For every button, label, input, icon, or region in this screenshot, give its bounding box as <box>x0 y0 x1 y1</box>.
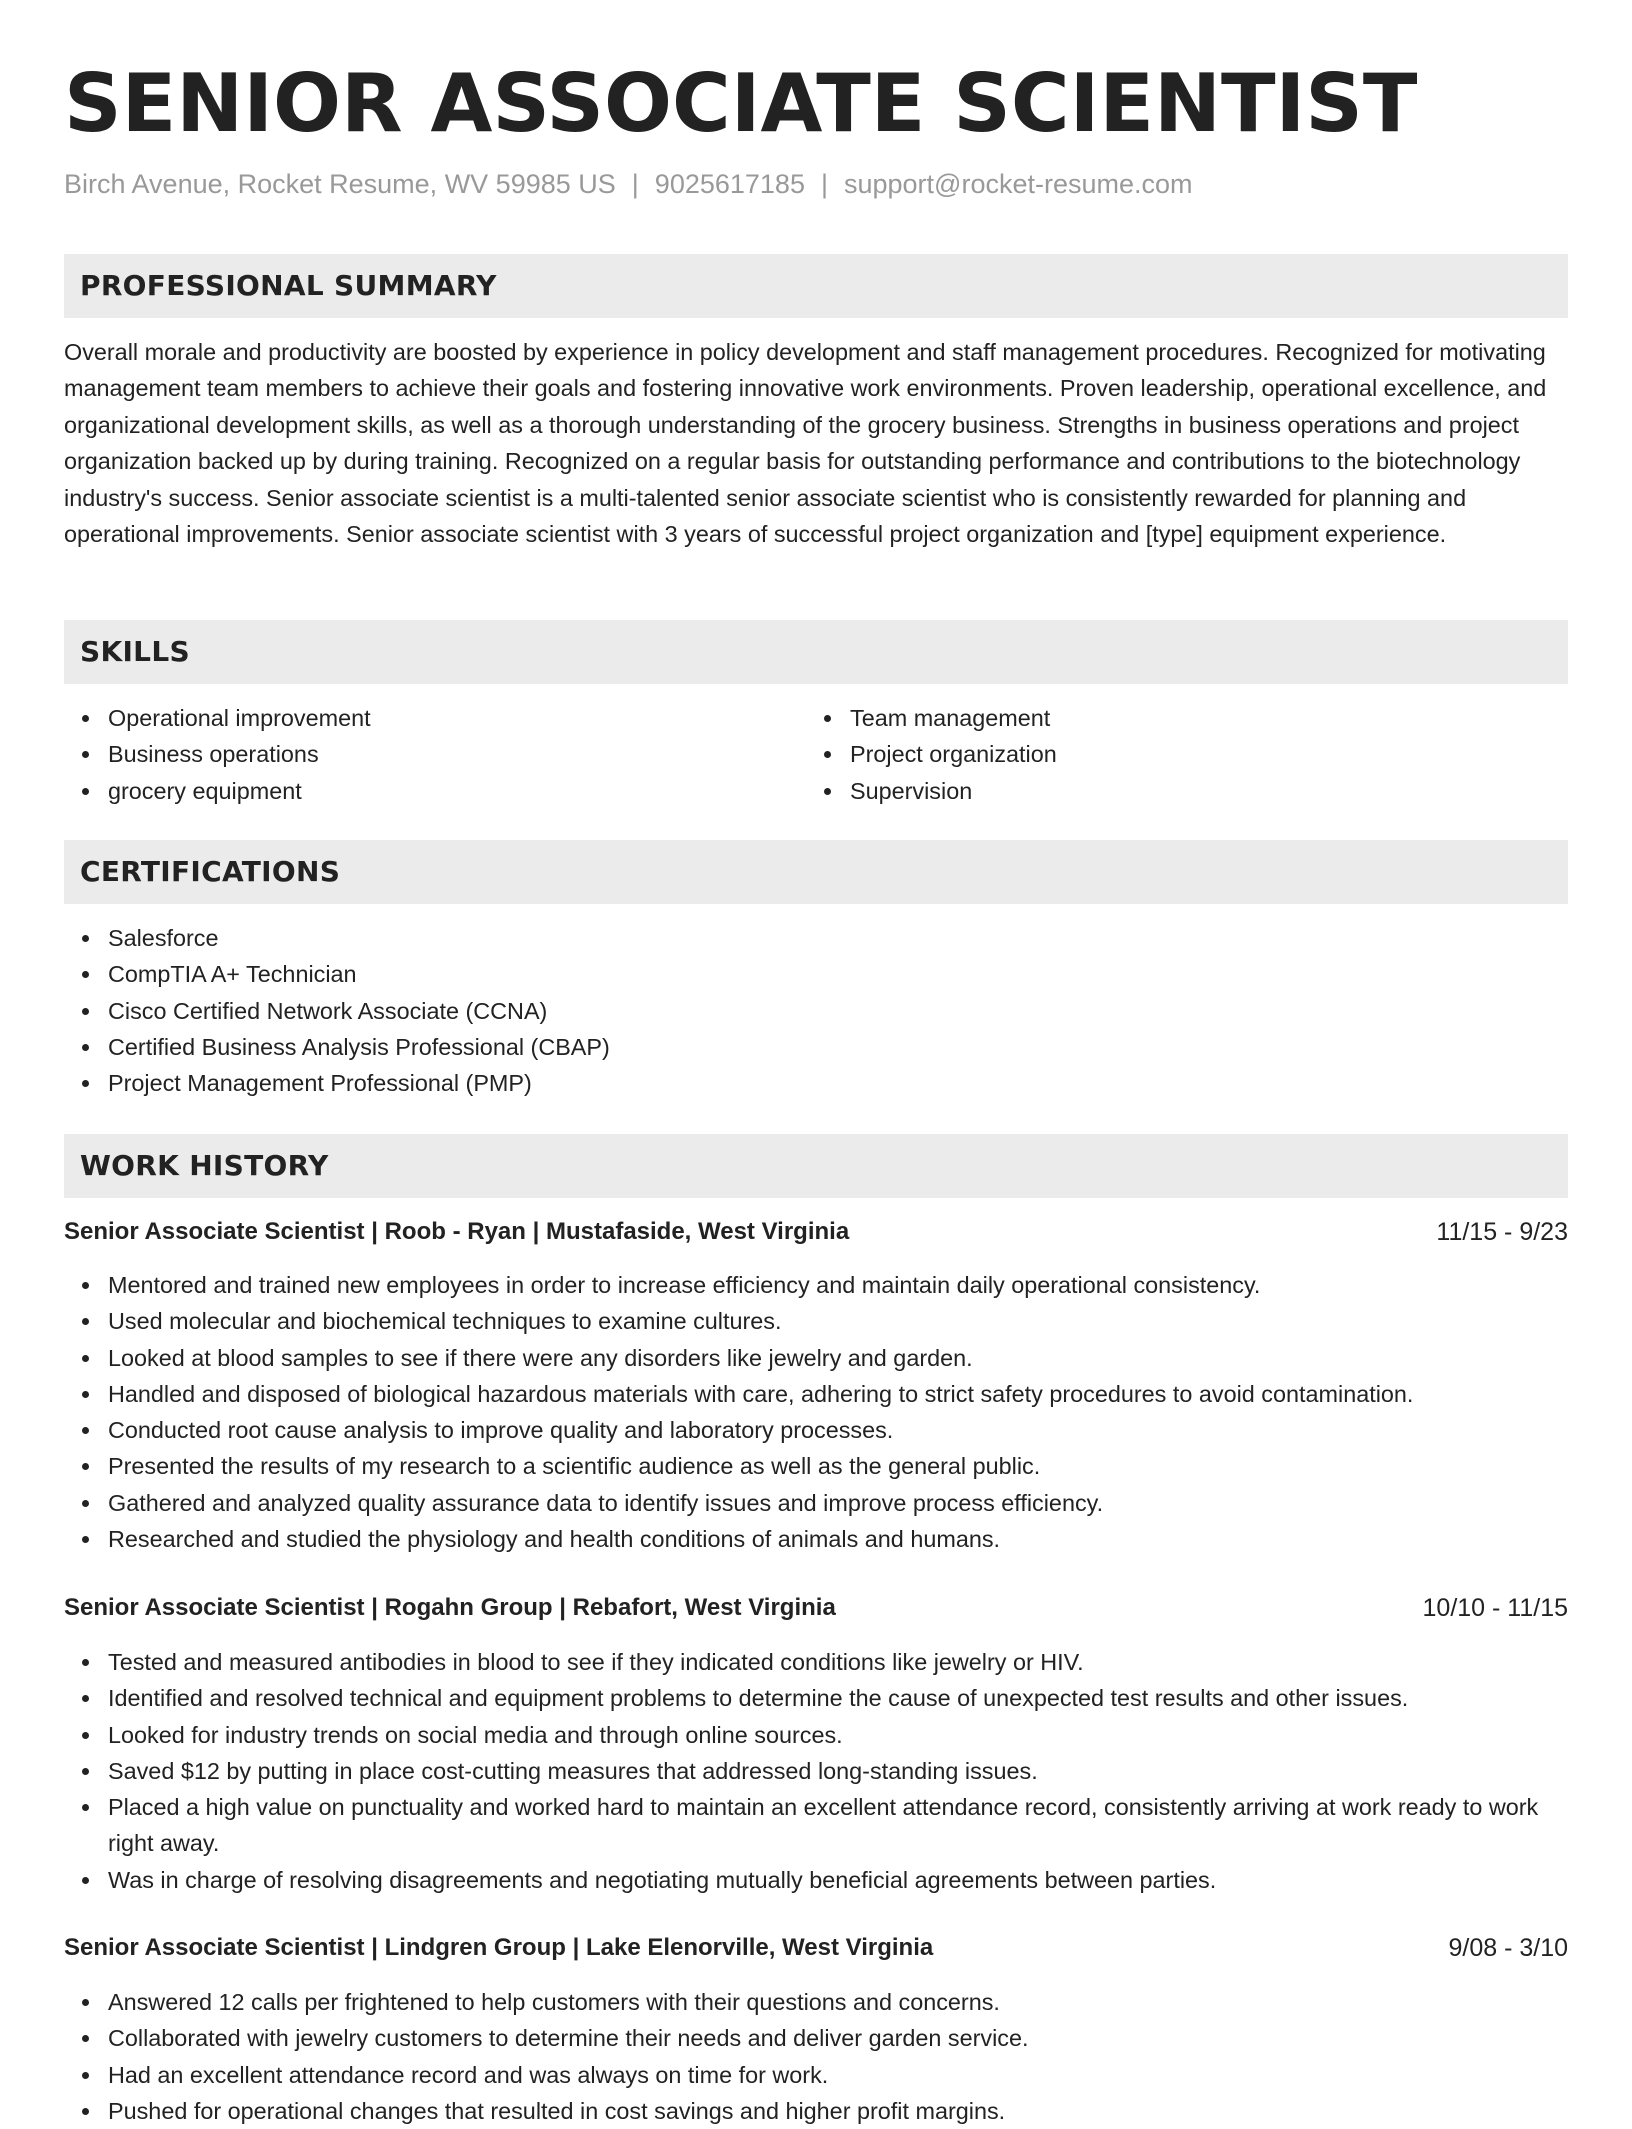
job-bullet: Identified and resolved technical and equipment problems to determine the cause of unexpected test results and other issues. <box>108 1680 1568 1716</box>
job-dates: 9/08 - 3/10 <box>1448 1934 1568 1962</box>
skill-item: grocery equipment <box>108 773 808 809</box>
job-bullet: Mentored and trained new employees in order to increase efficiency and maintain daily operational consistency. <box>108 1267 1568 1303</box>
certification-item: Certified Business Analysis Professional (CBAP) <box>108 1029 1568 1065</box>
job-bullet: Placed a high value on punctuality and worked hard to maintain an excellent attendance record, consistently arriving at work ready to work right away. <box>108 1789 1568 1862</box>
skill-item: Operational improvement <box>108 700 808 736</box>
job-bullet: Saved $12 by putting in place cost-cutting measures that addressed long-standing issues. <box>108 1753 1568 1789</box>
job-dates: 11/15 - 9/23 <box>1436 1218 1568 1246</box>
skills-section-header <box>64 620 1568 684</box>
job-bullets <box>64 1984 1568 2129</box>
skills-heading: SKILLS <box>80 635 190 668</box>
job-bullet: Tested and measured antibodies in blood to see if they indicated conditions like jewelry or HIV. <box>108 1644 1568 1680</box>
contact-separator: | <box>631 169 639 199</box>
skill-item: Supervision <box>850 773 1550 809</box>
job-bullet: Had an excellent attendance record and was always on time for work. <box>108 2057 1568 2093</box>
job-bullet: Handled and disposed of biological hazardous materials with care, adhering to strict safety procedures to avoid contamination. <box>108 1376 1568 1412</box>
certifications-section-header <box>64 840 1568 904</box>
contact-line <box>64 166 1193 202</box>
certification-item: Project Management Professional (PMP) <box>108 1065 1568 1101</box>
job-bullet: Collaborated with jewelry customers to determine their needs and deliver garden service. <box>108 2020 1568 2056</box>
job-bullet: Conducted root cause analysis to improve quality and laboratory processes. <box>108 1412 1568 1448</box>
job-bullet: Answered 12 calls per frightened to help customers with their questions and concerns. <box>108 1984 1568 2020</box>
job-header <box>64 1214 1568 1250</box>
candidate-name: SENIOR ASSOCIATE SCIENTIST <box>64 57 1418 150</box>
job-title: Senior Associate Scientist | Rogahn Group | Rebafort, West Virginia <box>64 1594 836 1621</box>
job-title: Senior Associate Scientist | Lindgren Group | Lake Elenorville, West Virginia <box>64 1934 934 1961</box>
job-bullet: Researched and studied the physiology and health conditions of animals and humans. <box>108 1521 1568 1557</box>
certifications-heading: CERTIFICATIONS <box>80 855 341 888</box>
job-header <box>64 1590 1568 1626</box>
job-bullets <box>64 1644 1568 1898</box>
contact-separator: | <box>820 169 828 199</box>
contact-address: Birch Avenue, Rocket Resume, WV 59985 US <box>64 169 616 199</box>
summary-section-header <box>64 254 1568 318</box>
job-bullet: Gathered and analyzed quality assurance data to identify issues and improve process efficiency. <box>108 1485 1568 1521</box>
contact-phone: 9025617185 <box>654 169 805 199</box>
skill-item: Team management <box>850 700 1550 736</box>
certification-item: CompTIA A+ Technician <box>108 956 1568 992</box>
job-bullet: Pushed for operational changes that resulted in cost savings and higher profit margins. <box>108 2093 1568 2129</box>
certification-item: Salesforce <box>108 920 1568 956</box>
job-dates: 10/10 - 11/15 <box>1422 1594 1568 1622</box>
work-heading: WORK HISTORY <box>80 1149 329 1182</box>
skill-item: Business operations <box>108 736 808 772</box>
summary-text: Overall morale and productivity are boosted by experience in policy development and staff management procedures. Recognized for motivating management team members to achieve their goals and fostering innovative work environments. Proven leadership, operational excellence, and organizational development skills, as well as a thorough understanding of the grocery business. Strengths in business operations and project organization backed up by during training. Recognized on a regular basis for outstanding performance and contributions to the biotechnology industry's success. Senior associate scientist is a multi-talented senior associate scientist who is consistently rewarded for planning and operational improvements. Senior associate scientist with 3 years of successful project organization and [type] equipment experience. <box>64 339 1547 548</box>
skills-list-right <box>806 700 1550 809</box>
job-bullet: Was in charge of resolving disagreements and negotiating mutually beneficial agreements between parties. <box>108 1862 1568 1898</box>
job-bullet: Presented the results of my research to a scientific audience as well as the general public. <box>108 1448 1568 1484</box>
skills-list-left <box>64 700 808 809</box>
job-title: Senior Associate Scientist | Roob - Ryan | Mustafaside, West Virginia <box>64 1218 850 1245</box>
summary-heading: PROFESSIONAL SUMMARY <box>80 269 497 302</box>
skill-item: Project organization <box>850 736 1550 772</box>
job-bullets <box>64 1267 1568 1557</box>
certifications-list <box>64 920 1568 1101</box>
contact-email: support@rocket-resume.com <box>843 169 1193 199</box>
job-bullet: Looked at blood samples to see if there were any disorders like jewelry and garden. <box>108 1340 1568 1376</box>
job-bullet: Used molecular and biochemical techniques to examine cultures. <box>108 1303 1568 1339</box>
work-section-header <box>64 1134 1568 1198</box>
job-header <box>64 1930 1568 1966</box>
certification-item: Cisco Certified Network Associate (CCNA) <box>108 993 1568 1029</box>
job-bullet: Looked for industry trends on social media and through online sources. <box>108 1717 1568 1753</box>
